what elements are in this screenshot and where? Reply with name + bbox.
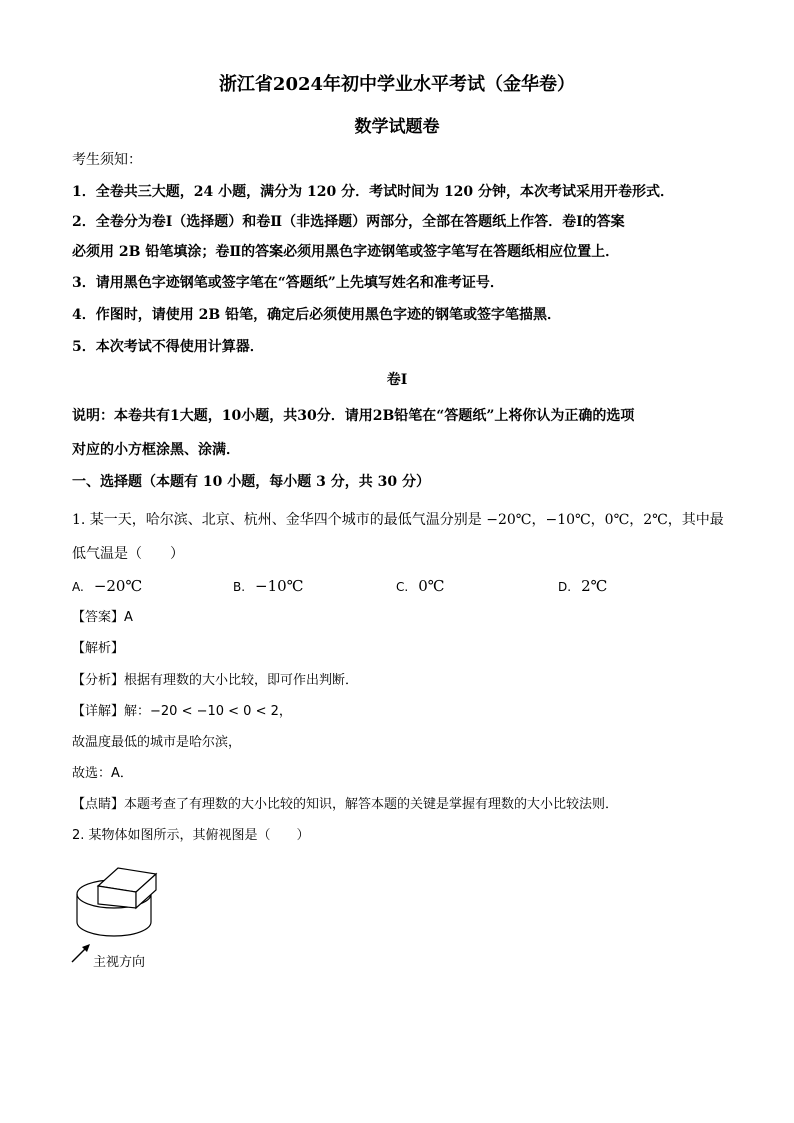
q1-answer: 【答案】A [72, 610, 133, 625]
q1-option-a-letter: A. [72, 580, 84, 594]
section-title: 卷Ⅰ [386, 372, 408, 388]
notice-item-4: 4．作图时，请使用 2B 铅笔，确定后必须使用黑色字迹的钢笔或签字笔描黑． [72, 307, 562, 323]
q1-option-c-text: 0℃ [418, 577, 445, 595]
q1-choose: 故选：A． [72, 766, 133, 781]
q1-analysis-tag: 【解析】 [72, 641, 125, 656]
q1-conclusion: 故温度最低的城市是哈尔滨， [72, 735, 242, 750]
exam-subtitle: 数学试题卷 [354, 117, 440, 137]
q1-stem-line2: 低气温是（ ） [72, 546, 184, 562]
q2-stem: 2. 某物体如图所示，其俯视图是（ ） [72, 828, 310, 843]
part-title: 一、选择题（本题有 10 小题，每小题 3 分，共 30 分） [72, 474, 430, 490]
q1-stem-line1: 1. 某一天，哈尔滨、北京、杭州、金华四个城市的最低气温分别是 −20℃，−10℃，0℃，2℃，其中最 [72, 512, 724, 528]
notice-item-2-cont: 必须用 2B 铅笔填涂；卷Ⅱ的答案必须用黑色字迹钢笔或签字笔写在答题纸相应位置上． [72, 244, 620, 260]
q1-option-d-letter: D. [558, 580, 572, 594]
q1-option-b-text: −10℃ [255, 577, 304, 595]
q1-option-b-letter: B. [233, 580, 246, 594]
q1-fenxi: 【分析】根据有理数的大小比较，即可作出判断． [72, 673, 359, 688]
q1-option-a [72, 577, 142, 595]
q2-figure-caption: 主视方向 [93, 955, 146, 970]
q1-option-c [396, 577, 445, 595]
q1-option-d-text: 2℃ [581, 577, 608, 595]
q1-xiangjie: 【详解】解：−20 < −10 < 0 < 2， [72, 704, 292, 719]
q1-option-d [558, 577, 607, 595]
q1-option-b [233, 577, 303, 595]
notice-item-3: 3．请用黑色字迹钢笔或签字笔在“答题纸”上先填写姓名和准考证号． [72, 275, 504, 291]
notice-item-1: 1．全卷共三大题，24 小题，满分为 120 分．考试时间为 120 分钟，本次考试采用开卷形式． [72, 184, 675, 200]
notice-item-2: 2．全卷分为卷Ⅰ（选择题）和卷Ⅱ（非选择题）两部分，全部在答题纸上作答．卷Ⅰ的答案 [72, 214, 625, 230]
q1-dianjing: 【点睛】本题考查了有理数的大小比较的知识，解答本题的关键是掌握有理数的大小比较法则． [72, 797, 619, 812]
q1-option-a-text: −20℃ [93, 577, 143, 595]
exam-title: 浙江省2024年初中学业水平考试（金华卷） [218, 74, 576, 95]
section-instruction-1: 说明：本卷共有1大题，10小题，共30分．请用2B铅笔在“答题纸”上将你认为正确的选项 [72, 408, 635, 424]
notice-heading: 考生须知： [72, 152, 142, 168]
notice-item-5: 5．本次考试不得使用计算器． [72, 339, 264, 355]
section-instruction-2: 对应的小方框涂黑、涂满． [72, 442, 240, 458]
q1-option-c-letter: C. [396, 580, 409, 594]
